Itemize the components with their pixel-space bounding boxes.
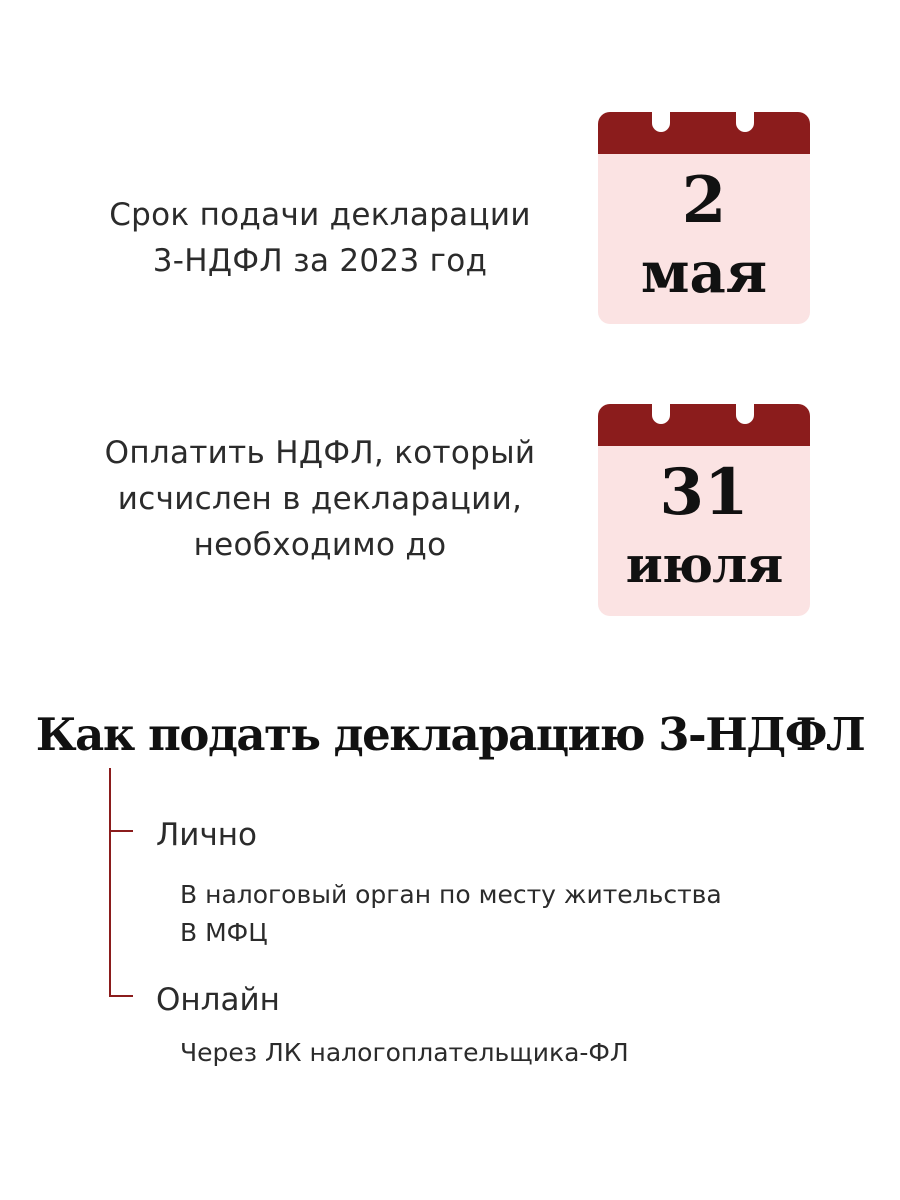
method-online-label: Онлайн <box>156 982 280 1018</box>
filing-deadline-line-2: 3-НДФЛ за 2023 год <box>152 243 488 279</box>
filing-deadline-text <box>70 192 570 284</box>
calendar-icon-payment <box>598 404 810 616</box>
calendar-icon-filing <box>598 112 810 324</box>
calendar-month: мая <box>640 240 768 306</box>
calendar-header <box>598 404 810 446</box>
method-online-detail-1: Через ЛК налогоплательщика-ФЛ <box>180 1038 629 1067</box>
filing-deadline-line-1: Срок подачи декларации <box>109 197 531 233</box>
payment-deadline-line-1: Оплатить НДФЛ, который <box>104 435 536 471</box>
calendar-ring-right <box>736 88 754 132</box>
calendar-ring-right <box>736 380 754 424</box>
payment-deadline-line-2: исчислен в декларации, <box>117 481 523 517</box>
tree-vertical-line <box>109 768 111 997</box>
calendar-header <box>598 112 810 154</box>
section-title: Как подать декларацию 3-НДФЛ <box>35 708 865 761</box>
method-in-person-label: Лично <box>156 817 258 853</box>
calendar-ring-left <box>652 88 670 132</box>
calendar-ring-left <box>652 380 670 424</box>
calendar-month: июля <box>625 535 783 594</box>
method-in-person-detail-1: В налоговый орган по месту жительства <box>180 880 722 909</box>
calendar-day: 31 <box>659 455 749 530</box>
tree-branch-online <box>109 995 133 997</box>
payment-deadline-text <box>60 430 580 568</box>
calendar-day: 2 <box>681 163 727 238</box>
tree-branch-in-person <box>109 830 133 832</box>
method-in-person-detail-2: В МФЦ <box>180 918 268 947</box>
payment-deadline-line-3: необходимо до <box>193 527 447 563</box>
